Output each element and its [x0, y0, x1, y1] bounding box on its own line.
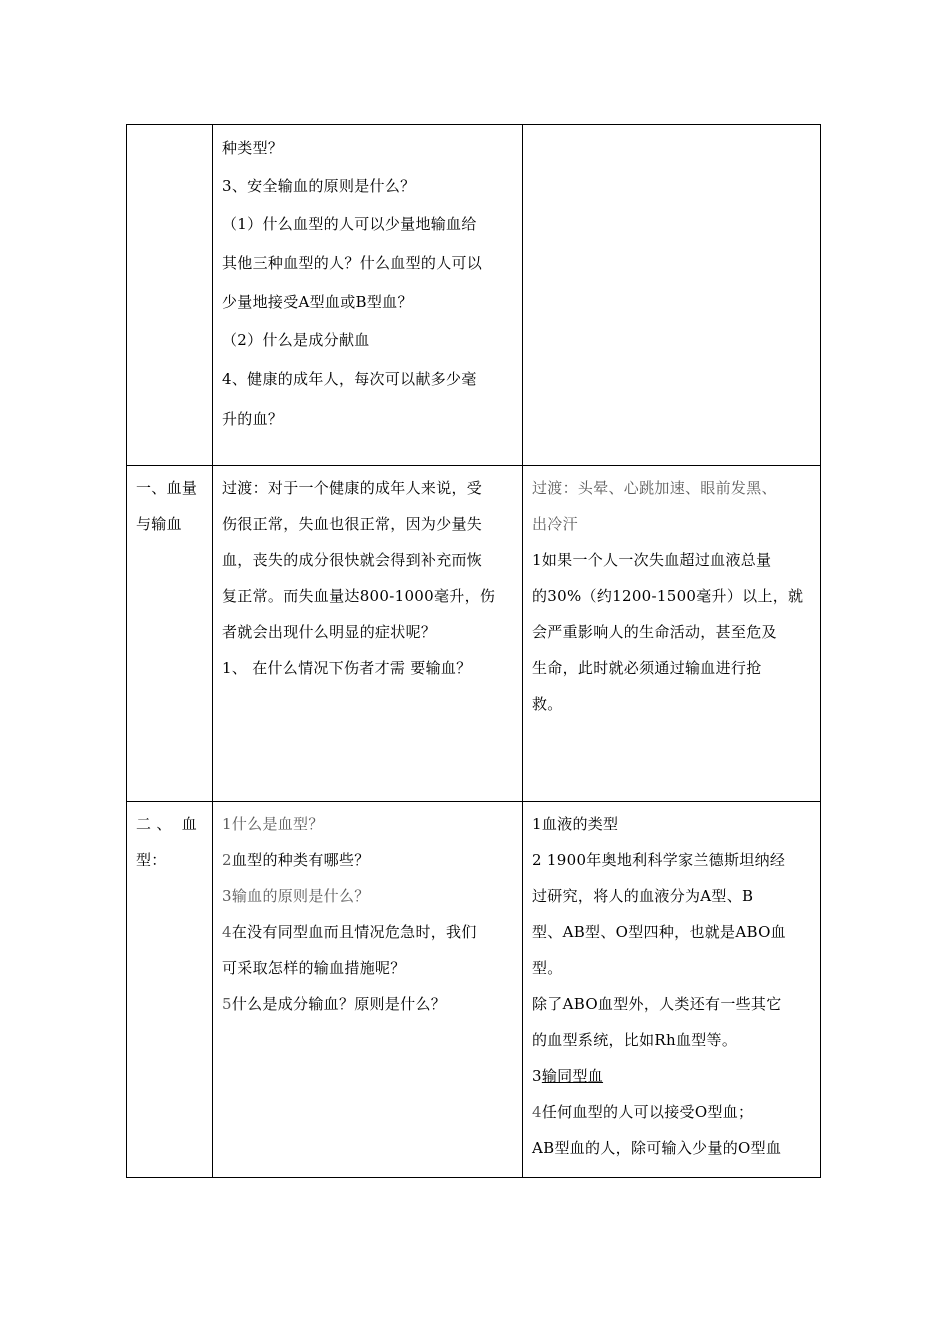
question-line: 1、 在什么情况下伤者才需 要输血？: [222, 659, 472, 677]
answer-number: 1: [532, 815, 542, 833]
answer-line: [532, 878, 812, 914]
question-line: [222, 950, 514, 986]
question-line: （2）什么是成分献血: [222, 331, 370, 349]
section-title-line: 与输血: [136, 515, 182, 533]
question-line: （1）什么血型的人可以少量地输血给: [222, 215, 477, 233]
question-number: 5: [222, 995, 232, 1013]
question-line: [222, 914, 514, 950]
answer-line: [532, 842, 812, 878]
table-row: [127, 125, 821, 466]
transition-answer-line: 过渡：头晕、心跳加速、眼前发黑、: [532, 479, 777, 497]
question-cell: [213, 466, 523, 802]
answer-line: [532, 806, 812, 842]
transition-text-line: 者就会出现什么明显的症状呢？: [222, 623, 437, 641]
section-title-line: 二 、 血: [136, 815, 198, 833]
question-number: 2: [222, 851, 232, 869]
question-line: [222, 842, 514, 878]
answer-number: 4: [532, 1103, 542, 1121]
answer-line: [532, 1022, 812, 1058]
answer-text-underlined: 输同型血: [541, 1067, 604, 1085]
answer-number: 3: [532, 1067, 542, 1085]
answer-text: 的血型系统，比如Rh血型等。: [532, 1031, 738, 1049]
section-title-line: 型：: [136, 851, 167, 869]
transition-answer-line: 出冷汗: [532, 515, 578, 533]
section-cell: [127, 802, 213, 1178]
answer-text: 任何血型的人可以接受O型血；: [541, 1103, 754, 1121]
table-row: [127, 802, 821, 1178]
answer-line: [532, 1130, 812, 1166]
section-title-line: 一、血量: [136, 479, 198, 497]
answer-text: 型、AB型、O型四种，也就是ABO血: [532, 923, 786, 941]
question-number: 3: [222, 887, 232, 905]
question-text: 什么是成分输血？原则是什么？: [231, 995, 447, 1013]
question-number: 1: [222, 815, 232, 833]
answer-text: 过研究，将人的血液分为A型、B: [532, 887, 754, 905]
question-cell: [213, 125, 523, 466]
question-line: [222, 806, 514, 842]
answer-cell: [523, 125, 821, 466]
table-row: [127, 466, 821, 802]
answer-text: 血液的类型: [541, 815, 619, 833]
answer-text: AB型血的人，除可输入少量的O型血: [532, 1139, 782, 1157]
question-line: 3、安全输血的原则是什么？: [222, 177, 416, 195]
question-text: 在没有同型血而且情况危急时，我们: [231, 923, 477, 941]
transition-text-line: 血，丧失的成分很快就会得到补充而恢: [222, 551, 483, 569]
question-text: 什么是血型？: [231, 815, 324, 833]
answer-text: 型。: [532, 959, 563, 977]
question-line: 升的血？: [222, 410, 284, 428]
answer-line: [532, 1058, 812, 1094]
answer-line: [532, 1094, 812, 1130]
section-cell: [127, 125, 213, 466]
answer-line: 1如果一个人一次失血超过血液总量: [532, 551, 772, 569]
question-line: 4、健康的成年人，每次可以献多少毫: [222, 370, 477, 388]
answer-line: [532, 950, 812, 986]
answer-cell: [523, 802, 821, 1178]
answer-line: [532, 914, 812, 950]
question-line: [222, 986, 514, 1022]
section-cell: [127, 466, 213, 802]
answer-text: 除了ABO血型外，人类还有一些其它: [532, 995, 782, 1013]
question-number: 4: [222, 923, 232, 941]
question-text: 可采取怎样的输血措施呢？: [222, 959, 406, 977]
question-cell: [213, 802, 523, 1178]
answer-number: 2: [532, 851, 542, 869]
lesson-plan-table: [126, 124, 821, 1178]
transition-text-line: 过渡：对于一个健康的成年人来说，受: [222, 479, 483, 497]
transition-text-line: 复正常。而失血量达800-1000毫升，伤: [222, 587, 496, 605]
question-line: 其他三种血型的人？什么血型的人可以: [222, 254, 483, 272]
answer-line: 的30%（约1200-1500毫升）以上，就: [532, 587, 804, 605]
answer-line: 生命，此时就必须通过输血进行抢: [532, 659, 762, 677]
question-line: [222, 878, 514, 914]
answer-line: [532, 986, 812, 1022]
answer-text: 1900年奥地利科学家兰德斯坦纳经: [541, 851, 786, 869]
answer-line: 救。: [532, 695, 563, 713]
question-line: 少量地接受A型血或B型血？: [222, 293, 413, 311]
question-text: 输血的原则是什么？: [231, 887, 370, 905]
question-text: 血型的种类有哪些？: [231, 851, 370, 869]
transition-text-line: 伤很正常，失血也很正常，因为少量失: [222, 515, 483, 533]
answer-cell: [523, 466, 821, 802]
question-line: 种类型？: [222, 139, 284, 157]
answer-line: 会严重影响人的生命活动，甚至危及: [532, 623, 777, 641]
